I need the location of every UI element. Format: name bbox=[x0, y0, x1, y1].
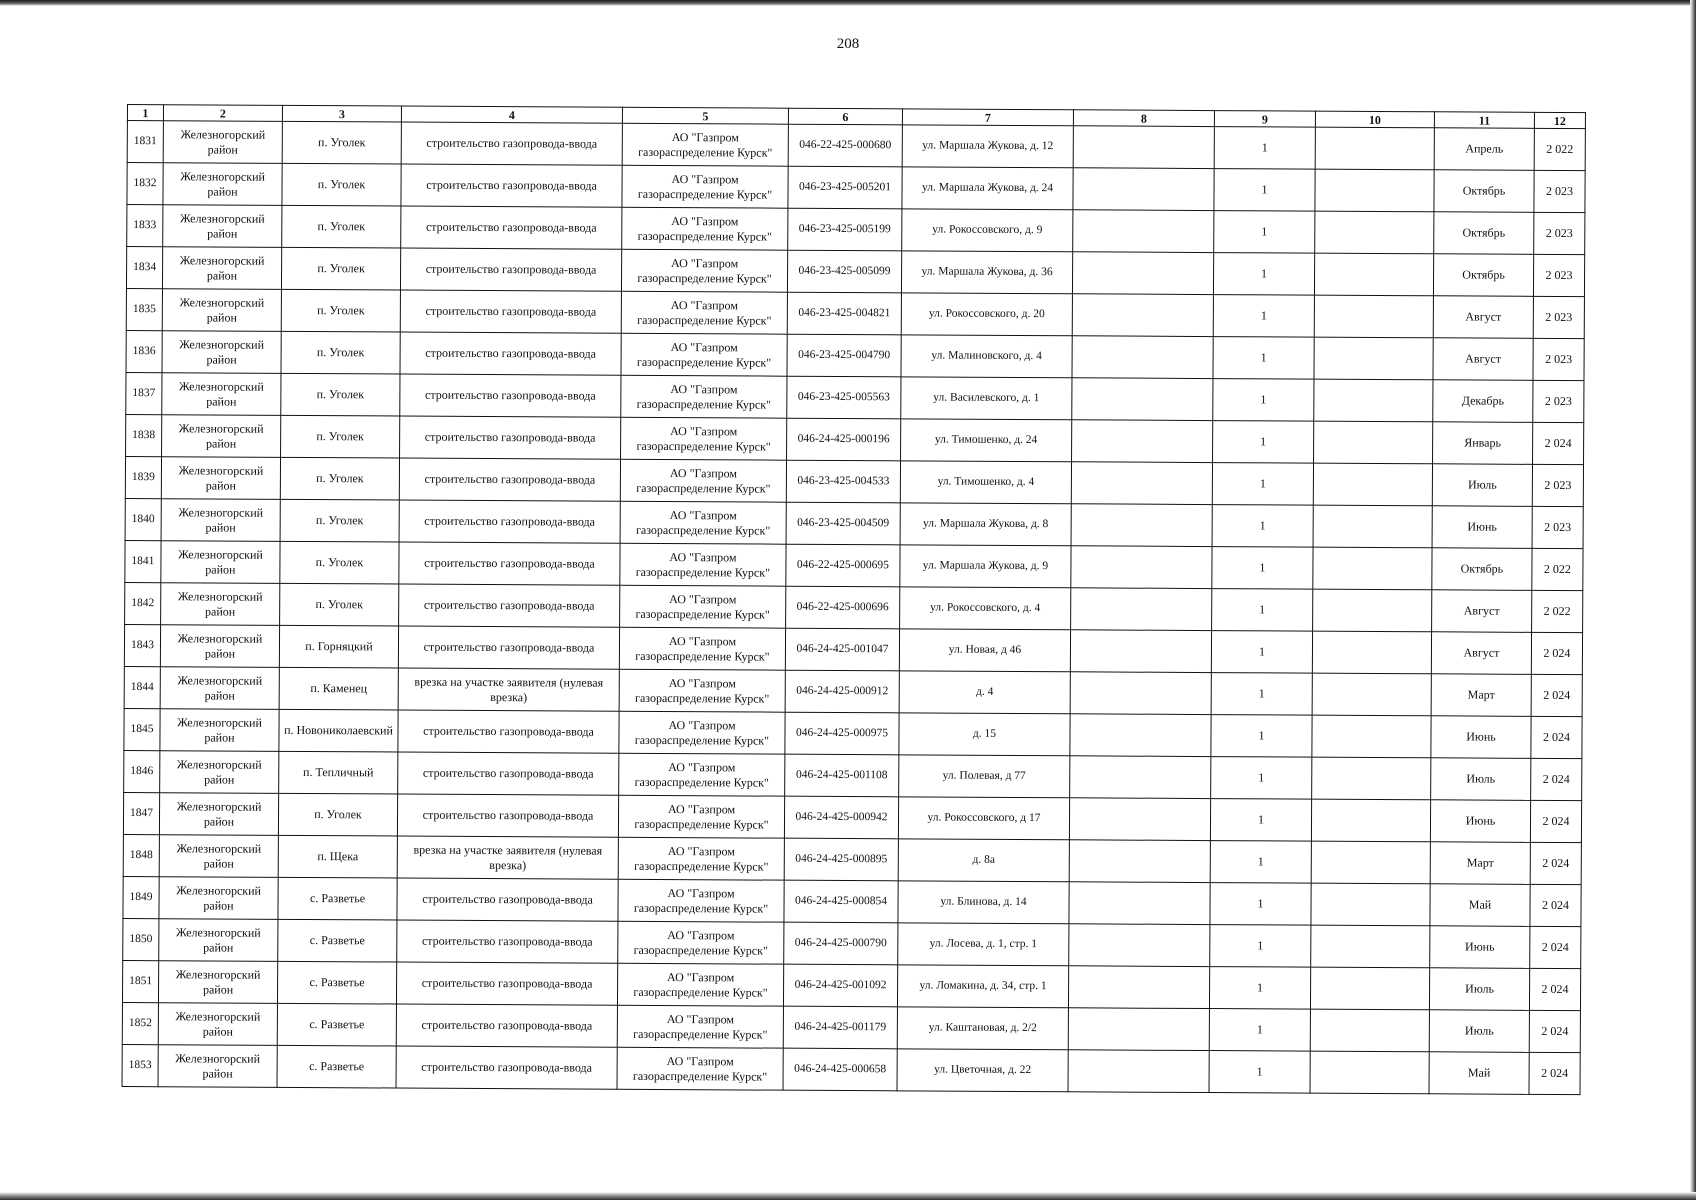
settlement-cell: п. Уголек bbox=[278, 793, 397, 836]
row-number-cell: 1833 bbox=[127, 205, 163, 247]
work-type-cell: строительство газопровода-ввода bbox=[396, 1004, 617, 1047]
row-number-cell: 1838 bbox=[126, 414, 162, 456]
settlement-cell: п. Горняцкий bbox=[279, 625, 398, 668]
header-col-10: 10 bbox=[1315, 111, 1434, 128]
header-col-5: 5 bbox=[622, 107, 788, 124]
header-col-9: 9 bbox=[1214, 111, 1315, 128]
cadastral-number-cell: 046-23-425-005199 bbox=[788, 208, 902, 251]
organization-cell: АО "Газпром газораспределение Курск" bbox=[619, 753, 785, 796]
quantity-cell: 1 bbox=[1212, 463, 1313, 506]
district-cell: Железногорский район bbox=[159, 793, 278, 836]
col8-cell bbox=[1073, 126, 1214, 169]
address-cell: ул. Рокоссовского, д 17 bbox=[898, 797, 1069, 840]
address-cell: ул. Блинова, д. 14 bbox=[898, 881, 1069, 924]
cadastral-number-cell: 046-24-425-001092 bbox=[783, 964, 897, 1007]
address-cell: ул. Лосева, д. 1, стр. 1 bbox=[898, 923, 1069, 966]
col10-cell bbox=[1310, 967, 1429, 1010]
settlement-cell: п. Уголек bbox=[280, 457, 399, 500]
district-cell: Железногорский район bbox=[162, 247, 281, 290]
cadastral-number-cell: 046-23-425-005563 bbox=[787, 376, 901, 419]
district-cell: Железногорский район bbox=[162, 373, 281, 416]
settlement-cell: п. Уголек bbox=[281, 289, 400, 332]
scan-edge-top bbox=[0, 0, 1696, 6]
year-cell: 2 024 bbox=[1531, 674, 1582, 716]
year-cell: 2 023 bbox=[1533, 296, 1584, 338]
table-row bbox=[122, 1044, 1580, 1094]
col10-cell bbox=[1311, 841, 1430, 884]
organization-cell: АО "Газпром газораспределение Курск" bbox=[619, 669, 785, 712]
district-cell: Железногорский район bbox=[163, 121, 282, 164]
settlement-cell: п. Уголек bbox=[281, 247, 400, 290]
quantity-cell: 1 bbox=[1209, 967, 1310, 1010]
work-type-cell: строительство газопровода-ввода bbox=[398, 710, 619, 753]
row-number-cell: 1853 bbox=[122, 1044, 158, 1086]
year-cell: 2 023 bbox=[1533, 380, 1584, 422]
month-cell: Август bbox=[1433, 338, 1533, 381]
col10-cell bbox=[1311, 883, 1430, 926]
address-cell: ул. Маршала Жукова, д. 9 bbox=[900, 545, 1071, 588]
col8-cell bbox=[1070, 672, 1211, 715]
organization-cell: АО "Газпром газораспределение Курск" bbox=[618, 795, 784, 838]
quantity-cell: 1 bbox=[1212, 505, 1313, 548]
month-cell: Октябрь bbox=[1433, 254, 1533, 297]
year-cell: 2 023 bbox=[1534, 170, 1585, 212]
organization-cell: АО "Газпром газораспределение Курск" bbox=[617, 1005, 783, 1048]
address-cell: ул. Василевского, д. 1 bbox=[901, 377, 1072, 420]
row-number-cell: 1835 bbox=[126, 288, 162, 330]
organization-cell: АО "Газпром газораспределение Курск" bbox=[618, 879, 784, 922]
row-number-cell: 1842 bbox=[125, 582, 161, 624]
district-cell: Железногорский район bbox=[159, 877, 278, 920]
row-number-cell: 1849 bbox=[123, 876, 159, 918]
cadastral-number-cell: 046-24-425-000196 bbox=[787, 418, 901, 461]
year-cell: 2 022 bbox=[1532, 590, 1583, 632]
quantity-cell: 1 bbox=[1211, 757, 1312, 800]
district-cell: Железногорский район bbox=[160, 709, 279, 752]
col8-cell bbox=[1072, 294, 1213, 337]
district-cell: Железногорский район bbox=[162, 415, 281, 458]
row-number-cell: 1839 bbox=[125, 456, 161, 498]
district-cell: Железногорский район bbox=[161, 583, 280, 626]
col8-cell bbox=[1069, 798, 1210, 841]
month-cell: Июнь bbox=[1430, 800, 1530, 843]
col10-cell bbox=[1313, 505, 1432, 548]
col10-cell bbox=[1312, 631, 1431, 674]
month-cell: Июль bbox=[1432, 464, 1532, 507]
quantity-cell: 1 bbox=[1213, 379, 1314, 422]
row-number-cell: 1851 bbox=[122, 960, 158, 1002]
year-cell: 2 023 bbox=[1534, 212, 1585, 254]
col8-cell bbox=[1073, 210, 1214, 253]
address-cell: ул. Рокоссовского, д. 4 bbox=[900, 587, 1071, 630]
year-cell: 2 022 bbox=[1532, 548, 1583, 590]
settlement-cell: п. Щека bbox=[278, 835, 397, 878]
col10-cell bbox=[1314, 295, 1433, 338]
district-cell: Железногорский район bbox=[163, 205, 282, 248]
work-type-cell: строительство газопровода-ввода bbox=[400, 248, 621, 291]
month-cell: Май bbox=[1430, 884, 1530, 927]
year-cell: 2 024 bbox=[1531, 758, 1582, 800]
year-cell: 2 024 bbox=[1530, 884, 1581, 926]
month-cell: Июнь bbox=[1430, 926, 1530, 969]
row-number-cell: 1840 bbox=[125, 498, 161, 540]
work-type-cell: врезка на участке заявителя (нулевая врезка) bbox=[398, 668, 619, 711]
year-cell: 2 023 bbox=[1533, 338, 1584, 380]
col10-cell bbox=[1311, 799, 1430, 842]
quantity-cell: 1 bbox=[1214, 127, 1315, 170]
year-cell: 2 024 bbox=[1533, 422, 1584, 464]
row-number-cell: 1846 bbox=[124, 750, 160, 792]
month-cell: Май bbox=[1429, 1052, 1529, 1095]
district-cell: Железногорский район bbox=[158, 1045, 277, 1088]
address-cell: ул. Полевая, д 77 bbox=[899, 755, 1070, 798]
settlement-cell: с. Разветье bbox=[278, 877, 397, 920]
quantity-cell: 1 bbox=[1209, 1009, 1310, 1052]
month-cell: Октябрь bbox=[1434, 212, 1534, 255]
registry-table bbox=[122, 104, 1586, 1095]
cadastral-number-cell: 046-24-425-000895 bbox=[784, 838, 898, 881]
table-body bbox=[122, 121, 1585, 1095]
cadastral-number-cell: 046-24-425-001108 bbox=[785, 754, 899, 797]
address-cell: ул. Маршала Жукова, д. 24 bbox=[902, 167, 1073, 210]
cadastral-number-cell: 046-23-425-005201 bbox=[788, 166, 902, 209]
year-cell: 2 022 bbox=[1534, 128, 1585, 170]
cadastral-number-cell: 046-22-425-000696 bbox=[786, 586, 900, 629]
work-type-cell: строительство газопровода-ввода bbox=[399, 500, 620, 543]
row-number-cell: 1836 bbox=[126, 330, 162, 372]
district-cell: Железногорский район bbox=[160, 667, 279, 710]
row-number-cell: 1845 bbox=[124, 708, 160, 750]
quantity-cell: 1 bbox=[1213, 253, 1314, 296]
cadastral-number-cell: 046-24-425-000975 bbox=[785, 712, 899, 755]
cadastral-number-cell: 046-24-425-001179 bbox=[783, 1006, 897, 1049]
month-cell: Июль bbox=[1431, 758, 1531, 801]
header-col-11: 11 bbox=[1434, 112, 1534, 129]
organization-cell: АО "Газпром газораспределение Курск" bbox=[620, 459, 786, 502]
address-cell: ул. Малиновского, д. 4 bbox=[901, 335, 1072, 378]
quantity-cell: 1 bbox=[1213, 421, 1314, 464]
quantity-cell: 1 bbox=[1210, 883, 1311, 926]
quantity-cell: 1 bbox=[1213, 295, 1314, 338]
address-cell: ул. Новая, д 46 bbox=[899, 629, 1070, 672]
work-type-cell: строительство газопровода-ввода bbox=[398, 626, 619, 669]
row-number-cell: 1841 bbox=[125, 540, 161, 582]
organization-cell: АО "Газпром газораспределение Курск" bbox=[622, 165, 788, 208]
month-cell: Июль bbox=[1429, 1010, 1529, 1053]
cadastral-number-cell: 046-23-425-004509 bbox=[786, 502, 900, 545]
settlement-cell: п. Уголек bbox=[282, 205, 401, 248]
quantity-cell: 1 bbox=[1212, 589, 1313, 632]
col10-cell bbox=[1314, 337, 1433, 380]
address-cell: ул. Каштановая, д. 2/2 bbox=[897, 1007, 1068, 1050]
month-cell: Март bbox=[1430, 842, 1530, 885]
year-cell: 2 024 bbox=[1530, 800, 1581, 842]
col8-cell bbox=[1068, 1050, 1209, 1093]
quantity-cell: 1 bbox=[1209, 1051, 1310, 1094]
year-cell: 2 023 bbox=[1533, 254, 1584, 296]
row-number-cell: 1852 bbox=[122, 1002, 158, 1044]
work-type-cell: строительство газопровода-ввода bbox=[400, 332, 621, 375]
month-cell: Декабрь bbox=[1433, 380, 1533, 423]
month-cell: Март bbox=[1431, 674, 1531, 717]
cadastral-number-cell: 046-24-425-000854 bbox=[784, 880, 898, 923]
col10-cell bbox=[1310, 1009, 1429, 1052]
work-type-cell: строительство газопровода-ввода bbox=[398, 752, 619, 795]
address-cell: д. 15 bbox=[899, 713, 1070, 756]
settlement-cell: с. Разветье bbox=[277, 1003, 396, 1046]
year-cell: 2 024 bbox=[1529, 968, 1580, 1010]
district-cell: Железногорский район bbox=[159, 919, 278, 962]
year-cell: 2 024 bbox=[1530, 926, 1581, 968]
settlement-cell: п. Уголек bbox=[280, 583, 399, 626]
organization-cell: АО "Газпром газораспределение Курск" bbox=[622, 123, 788, 166]
year-cell: 2 024 bbox=[1531, 716, 1582, 758]
col8-cell bbox=[1071, 504, 1212, 547]
col8-cell bbox=[1072, 420, 1213, 463]
organization-cell: АО "Газпром газораспределение Курск" bbox=[618, 837, 784, 880]
organization-cell: АО "Газпром газораспределение Курск" bbox=[621, 291, 787, 334]
month-cell: Август bbox=[1433, 296, 1533, 339]
month-cell: Июнь bbox=[1432, 506, 1532, 549]
settlement-cell: п. Уголек bbox=[282, 163, 401, 206]
year-cell: 2 024 bbox=[1529, 1052, 1580, 1094]
col10-cell bbox=[1314, 253, 1433, 296]
settlement-cell: п. Каменец bbox=[279, 667, 398, 710]
col8-cell bbox=[1070, 756, 1211, 799]
quantity-cell: 1 bbox=[1214, 211, 1315, 254]
address-cell: ул. Маршала Жукова, д. 8 bbox=[900, 503, 1071, 546]
month-cell: Август bbox=[1431, 632, 1531, 675]
district-cell: Железногорский район bbox=[162, 331, 281, 374]
col8-cell bbox=[1072, 252, 1213, 295]
col10-cell bbox=[1315, 211, 1434, 254]
district-cell: Железногорский район bbox=[161, 541, 280, 584]
col8-cell bbox=[1071, 588, 1212, 631]
quantity-cell: 1 bbox=[1211, 715, 1312, 758]
organization-cell: АО "Газпром газораспределение Курск" bbox=[620, 501, 786, 544]
district-cell: Железногорский район bbox=[163, 163, 282, 206]
header-col-8: 8 bbox=[1073, 110, 1214, 127]
header-col-3: 3 bbox=[282, 105, 401, 122]
quantity-cell: 1 bbox=[1210, 799, 1311, 842]
district-cell: Железногорский район bbox=[158, 1003, 277, 1046]
organization-cell: АО "Газпром газораспределение Курск" bbox=[617, 1047, 783, 1090]
col8-cell bbox=[1071, 462, 1212, 505]
col8-cell bbox=[1069, 882, 1210, 925]
address-cell: ул. Маршала Жукова, д. 36 bbox=[901, 251, 1072, 294]
work-type-cell: строительство газопровода-ввода bbox=[400, 374, 621, 417]
work-type-cell: строительство газопровода-ввода bbox=[401, 164, 622, 207]
header-col-12: 12 bbox=[1534, 112, 1585, 128]
address-cell: ул. Маршала Жукова, д. 12 bbox=[902, 125, 1073, 168]
address-cell: ул. Тимошенко, д. 4 bbox=[900, 461, 1071, 504]
work-type-cell: строительство газопровода-ввода bbox=[399, 542, 620, 585]
settlement-cell: с. Разветье bbox=[277, 961, 396, 1004]
district-cell: Железногорский район bbox=[158, 961, 277, 1004]
cadastral-number-cell: 046-23-425-004790 bbox=[787, 334, 901, 377]
col8-cell bbox=[1071, 546, 1212, 589]
quantity-cell: 1 bbox=[1210, 841, 1311, 884]
header-col-7: 7 bbox=[902, 109, 1073, 126]
organization-cell: АО "Газпром газораспределение Курск" bbox=[621, 249, 787, 292]
address-cell: д. 4 bbox=[899, 671, 1070, 714]
organization-cell: АО "Газпром газораспределение Курск" bbox=[622, 207, 788, 250]
settlement-cell: п. Уголек bbox=[282, 121, 401, 164]
district-cell: Железногорский район bbox=[159, 835, 278, 878]
cadastral-number-cell: 046-22-425-000695 bbox=[786, 544, 900, 587]
row-number-cell: 1843 bbox=[124, 624, 160, 666]
cadastral-number-cell: 046-23-425-005099 bbox=[787, 250, 901, 293]
address-cell: ул. Цветочная, д. 22 bbox=[897, 1049, 1068, 1092]
col8-cell bbox=[1068, 1008, 1209, 1051]
month-cell: Июль bbox=[1429, 968, 1529, 1011]
work-type-cell: строительство газопровода-ввода bbox=[396, 1046, 617, 1089]
col10-cell bbox=[1311, 925, 1430, 968]
organization-cell: АО "Газпром газораспределение Курск" bbox=[619, 711, 785, 754]
settlement-cell: п. Уголек bbox=[281, 373, 400, 416]
address-cell: ул. Рокоссовского, д. 20 bbox=[901, 293, 1072, 336]
row-number-cell: 1834 bbox=[126, 247, 162, 289]
settlement-cell: п. Уголек bbox=[281, 331, 400, 374]
address-cell: д. 8а bbox=[898, 839, 1069, 882]
work-type-cell: строительство газопровода-ввода bbox=[397, 878, 618, 921]
row-number-cell: 1847 bbox=[123, 792, 159, 834]
settlement-cell: п. Тепличный bbox=[279, 751, 398, 794]
col10-cell bbox=[1312, 673, 1431, 716]
district-cell: Железногорский район bbox=[160, 625, 279, 668]
col8-cell bbox=[1069, 840, 1210, 883]
col10-cell bbox=[1312, 715, 1431, 758]
month-cell: Август bbox=[1432, 590, 1532, 633]
col10-cell bbox=[1313, 589, 1432, 632]
header-col-1: 1 bbox=[127, 105, 163, 121]
cadastral-number-cell: 046-22-425-000680 bbox=[788, 124, 902, 167]
address-cell: ул. Рокоссовского, д. 9 bbox=[902, 209, 1073, 252]
cadastral-number-cell: 046-24-425-000942 bbox=[784, 796, 898, 839]
col10-cell bbox=[1313, 463, 1432, 506]
work-type-cell: строительство газопровода-ввода bbox=[401, 206, 622, 249]
cadastral-number-cell: 046-23-425-004821 bbox=[787, 292, 901, 335]
organization-cell: АО "Газпром газораспределение Курск" bbox=[619, 627, 785, 670]
row-number-cell: 1844 bbox=[124, 666, 160, 708]
quantity-cell: 1 bbox=[1212, 547, 1313, 590]
cadastral-number-cell: 046-24-425-000658 bbox=[783, 1048, 897, 1091]
cadastral-number-cell: 046-24-425-000912 bbox=[785, 670, 899, 713]
col8-cell bbox=[1073, 168, 1214, 211]
row-number-cell: 1831 bbox=[127, 121, 163, 163]
district-cell: Железногорский район bbox=[160, 751, 279, 794]
row-number-cell: 1832 bbox=[127, 163, 163, 205]
address-cell: ул. Тимошенко, д. 24 bbox=[901, 419, 1072, 462]
header-col-6: 6 bbox=[788, 108, 902, 125]
work-type-cell: строительство газопровода-ввода bbox=[397, 794, 618, 837]
organization-cell: АО "Газпром газораспределение Курск" bbox=[621, 333, 787, 376]
organization-cell: АО "Газпром газораспределение Курск" bbox=[620, 543, 786, 586]
year-cell: 2 024 bbox=[1531, 632, 1582, 674]
month-cell: Октябрь bbox=[1432, 548, 1532, 591]
col10-cell bbox=[1315, 169, 1434, 212]
work-type-cell: строительство газопровода-ввода bbox=[399, 584, 620, 627]
quantity-cell: 1 bbox=[1214, 169, 1315, 212]
row-number-cell: 1850 bbox=[123, 918, 159, 960]
work-type-cell: строительство газопровода-ввода bbox=[399, 458, 620, 501]
month-cell: Апрель bbox=[1434, 128, 1534, 171]
month-cell: Январь bbox=[1433, 422, 1533, 465]
settlement-cell: п. Новониколаевский bbox=[279, 709, 398, 752]
quantity-cell: 1 bbox=[1210, 925, 1311, 968]
cadastral-number-cell: 046-24-425-001047 bbox=[785, 628, 899, 671]
col8-cell bbox=[1072, 378, 1213, 421]
col10-cell bbox=[1315, 127, 1434, 170]
work-type-cell: строительство газопровода-ввода bbox=[401, 122, 622, 165]
header-col-2: 2 bbox=[163, 105, 282, 122]
col8-cell bbox=[1070, 714, 1211, 757]
organization-cell: АО "Газпром газораспределение Курск" bbox=[621, 417, 787, 460]
organization-cell: АО "Газпром газораспределение Курск" bbox=[620, 585, 786, 628]
scan-edge-right bbox=[1690, 0, 1696, 1200]
quantity-cell: 1 bbox=[1211, 673, 1312, 716]
scan-edge-bottom bbox=[0, 1192, 1696, 1200]
col8-cell bbox=[1068, 966, 1209, 1009]
col10-cell bbox=[1312, 757, 1431, 800]
col8-cell bbox=[1069, 924, 1210, 967]
col10-cell bbox=[1314, 421, 1433, 464]
year-cell: 2 023 bbox=[1532, 506, 1583, 548]
row-number-cell: 1848 bbox=[123, 834, 159, 876]
organization-cell: АО "Газпром газораспределение Курск" bbox=[621, 375, 787, 418]
work-type-cell: строительство газопровода-ввода bbox=[397, 920, 618, 963]
month-cell: Июнь bbox=[1431, 716, 1531, 759]
address-cell: ул. Ломакина, д. 34, стр. 1 bbox=[897, 965, 1068, 1008]
page-number: 208 bbox=[836, 36, 860, 52]
month-cell: Октябрь bbox=[1434, 170, 1534, 213]
district-cell: Железногорский район bbox=[162, 289, 281, 332]
work-type-cell: врезка на участке заявителя (нулевая врезка) bbox=[397, 836, 618, 879]
organization-cell: АО "Газпром газораспределение Курск" bbox=[617, 963, 783, 1006]
year-cell: 2 024 bbox=[1529, 1010, 1580, 1052]
quantity-cell: 1 bbox=[1213, 337, 1314, 380]
col10-cell bbox=[1310, 1051, 1429, 1094]
col8-cell bbox=[1072, 336, 1213, 379]
settlement-cell: п. Уголек bbox=[280, 499, 399, 542]
settlement-cell: п. Уголек bbox=[281, 415, 400, 458]
row-number-cell: 1837 bbox=[126, 372, 162, 414]
work-type-cell: строительство газопровода-ввода bbox=[400, 416, 621, 459]
work-type-cell: строительство газопровода-ввода bbox=[400, 290, 621, 333]
col10-cell bbox=[1314, 379, 1433, 422]
year-cell: 2 024 bbox=[1530, 842, 1581, 884]
work-type-cell: строительство газопровода-ввода bbox=[396, 962, 617, 1005]
settlement-cell: п. Уголек bbox=[280, 541, 399, 584]
settlement-cell: с. Разветье bbox=[277, 1045, 396, 1088]
organization-cell: АО "Газпром газораспределение Курск" bbox=[618, 921, 784, 964]
col10-cell bbox=[1313, 547, 1432, 590]
cadastral-number-cell: 046-23-425-004533 bbox=[786, 460, 900, 503]
year-cell: 2 023 bbox=[1532, 464, 1583, 506]
quantity-cell: 1 bbox=[1211, 631, 1312, 674]
district-cell: Железногорский район bbox=[161, 457, 280, 500]
header-col-4: 4 bbox=[401, 106, 622, 123]
settlement-cell: с. Разветье bbox=[278, 919, 397, 962]
cadastral-number-cell: 046-24-425-000790 bbox=[784, 922, 898, 965]
col8-cell bbox=[1070, 630, 1211, 673]
district-cell: Железногорский район bbox=[161, 499, 280, 542]
